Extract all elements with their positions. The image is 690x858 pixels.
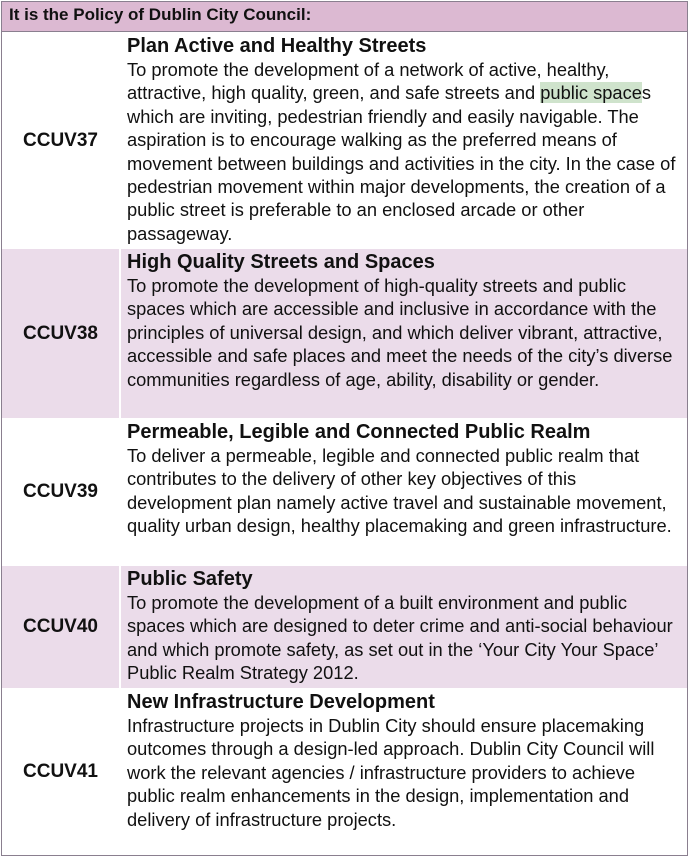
policy-text-end: s which are inviting, pedestrian friendly and easily navigable. The aspiration is to encourage walking as the preferred means of movement between buildings and activities in the city. In the case of pedestrian movement within major developments, the creation of a public street is preferable to an enclosed arcade or other passageway. <box>127 82 676 244</box>
policy-text: Infrastructure projects in Dublin City should ensure placemaking outcomes through a design-led approach. Dublin City Council will work the relevant agencies / infrastructure providers to achieve public realm enhancements in the design, implementation and delivery of infrastructure projects. <box>127 715 655 830</box>
policy-title: Plan Active and Healthy Streets <box>127 35 427 57</box>
policy-code: CCUV40 <box>2 566 121 688</box>
policy-body <box>121 566 687 688</box>
policy-title: Permeable, Legible and Connected Public Realm <box>127 421 591 443</box>
policy-body <box>121 419 687 565</box>
policy-code: CCUV41 <box>2 689 121 854</box>
policy-body <box>121 249 687 418</box>
policy-table <box>1 1 688 856</box>
policy-text <box>127 58 683 245</box>
policy-title: High Quality Streets and Spaces <box>127 251 435 273</box>
policy-code: CCUV38 <box>2 249 121 418</box>
policy-text: To deliver a permeable, legible and connected public realm that contributes to the delivery of other key objectives of this development plan namely active travel and sustainable movement, quality urban design, healthy placemaking and green infrastructure. <box>127 445 672 537</box>
policy-row-ccuv40 <box>2 565 687 688</box>
policy-row-ccuv37 <box>2 32 687 248</box>
table-header: It is the Policy of Dublin City Council: <box>2 2 687 32</box>
policy-title: Public Safety <box>127 568 253 590</box>
policy-text: To promote the development of a built environment and public spaces which are designed to deter crime and anti-social behaviour and which promote safety, as set out in the ‘Your City Your Space’ Public Realm Strategy 2012. <box>127 592 673 684</box>
policy-text-start: To promote the development of a network of active, healthy, attractive, high quality, green, and safe streets and <box>127 59 610 104</box>
policy-text: To promote the development of high-quality streets and public spaces which are accessible and inclusive in accordance with the principles of universal design, and which deliver vibrant, attractive, accessible and safe places and meet the needs of the city’s diverse communities regardless of age, ability, disability or gender. <box>127 275 673 390</box>
policy-row-ccuv38 <box>2 248 687 418</box>
policy-row-ccuv41 <box>2 688 687 854</box>
policy-code: CCUV39 <box>2 419 121 565</box>
policy-body <box>121 33 687 248</box>
policy-code: CCUV37 <box>2 33 121 248</box>
policy-title: New Infrastructure Development <box>127 691 435 713</box>
policy-row-ccuv39 <box>2 418 687 565</box>
highlighted-text: public space <box>540 82 642 104</box>
policy-body <box>121 689 687 854</box>
